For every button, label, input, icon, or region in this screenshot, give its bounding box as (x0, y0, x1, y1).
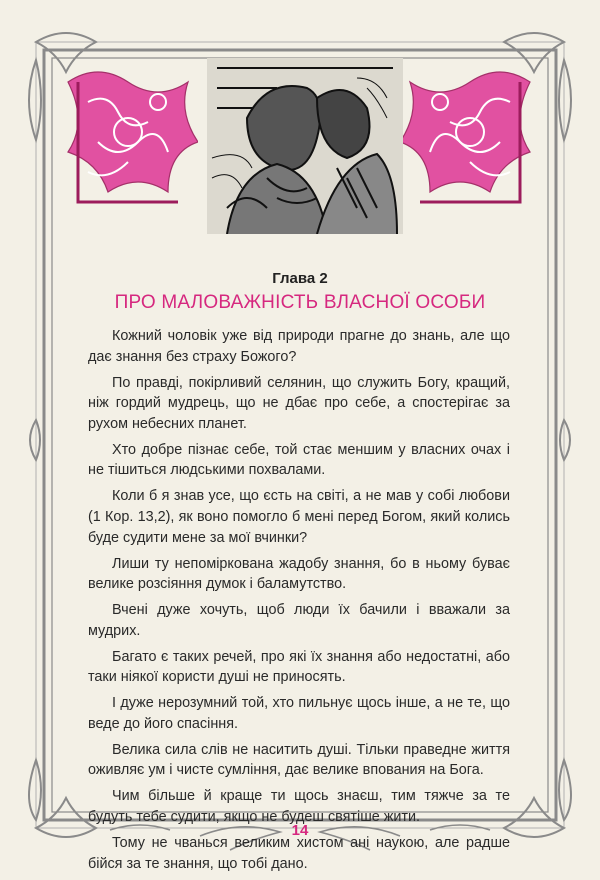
paragraph: Велика сила слів не наситить душі. Тільки праведне життя оживляє ум і чисте сумління, дає велике впования на Бога. (88, 741, 510, 779)
chapter-title: ПРО МАЛОВАЖНІСТЬ ВЛАСНОЇ ОСОБИ (114, 292, 486, 313)
floral-ornament-icon (400, 62, 540, 222)
page-number: 14 (291, 822, 309, 839)
paragraph: Вчені дуже хочуть, щоб люди їх бачили і вважали за мудрих. (88, 602, 510, 639)
paragraph: Багато є таких речей, про які їх знання або недостатні, або таки ніякої користи душі не приносять. (88, 648, 510, 686)
paragraph: Тому не чванься великим хистом ані наукою, але радше бійся за те знання, що тобі дано. (88, 834, 510, 872)
paragraph: Коли б я знав усе, що єсть на світі, а не мав у собі любови (1 Кор. 13,2), як воно помогло б мені перед Богом, який колись буде судити мене за мої вчинки? (88, 488, 510, 546)
paragraph: Хто добре пізнає себе, той стає меншим у власних очах і не тішиться людськими похвалами. (88, 441, 510, 479)
woodcut-illustration (207, 58, 403, 234)
paragraph: Лиши ту непоміркована жадобу знання, бо в ньому буває велике розсіяння думок і баламутство. (88, 555, 510, 593)
paragraph: І дуже нерозумний той, хто пильнує щось інше, а не те, що веде до його спасіння. (88, 695, 510, 732)
paragraph: Кожний чоловік уже від природи прагне до знань, але що дає знання без страху Божого? (88, 328, 510, 365)
chapter-label: Глава 2 (272, 270, 328, 287)
paragraph: Чим більше й краще ти щось знаєш, тим тяжче за те будуть тебе судити, якщо не будеш святіше жити. (88, 788, 510, 825)
chapter-text (88, 326, 510, 880)
woodcut-scene-icon (207, 58, 403, 234)
paragraph: По правді, покірливий селянин, що служить Богу, кращий, ніж гордий мудрець, що не дбає про себе, а спостерігає за рухом небесних планет. (88, 374, 510, 432)
floral-ornament-icon (58, 62, 198, 222)
